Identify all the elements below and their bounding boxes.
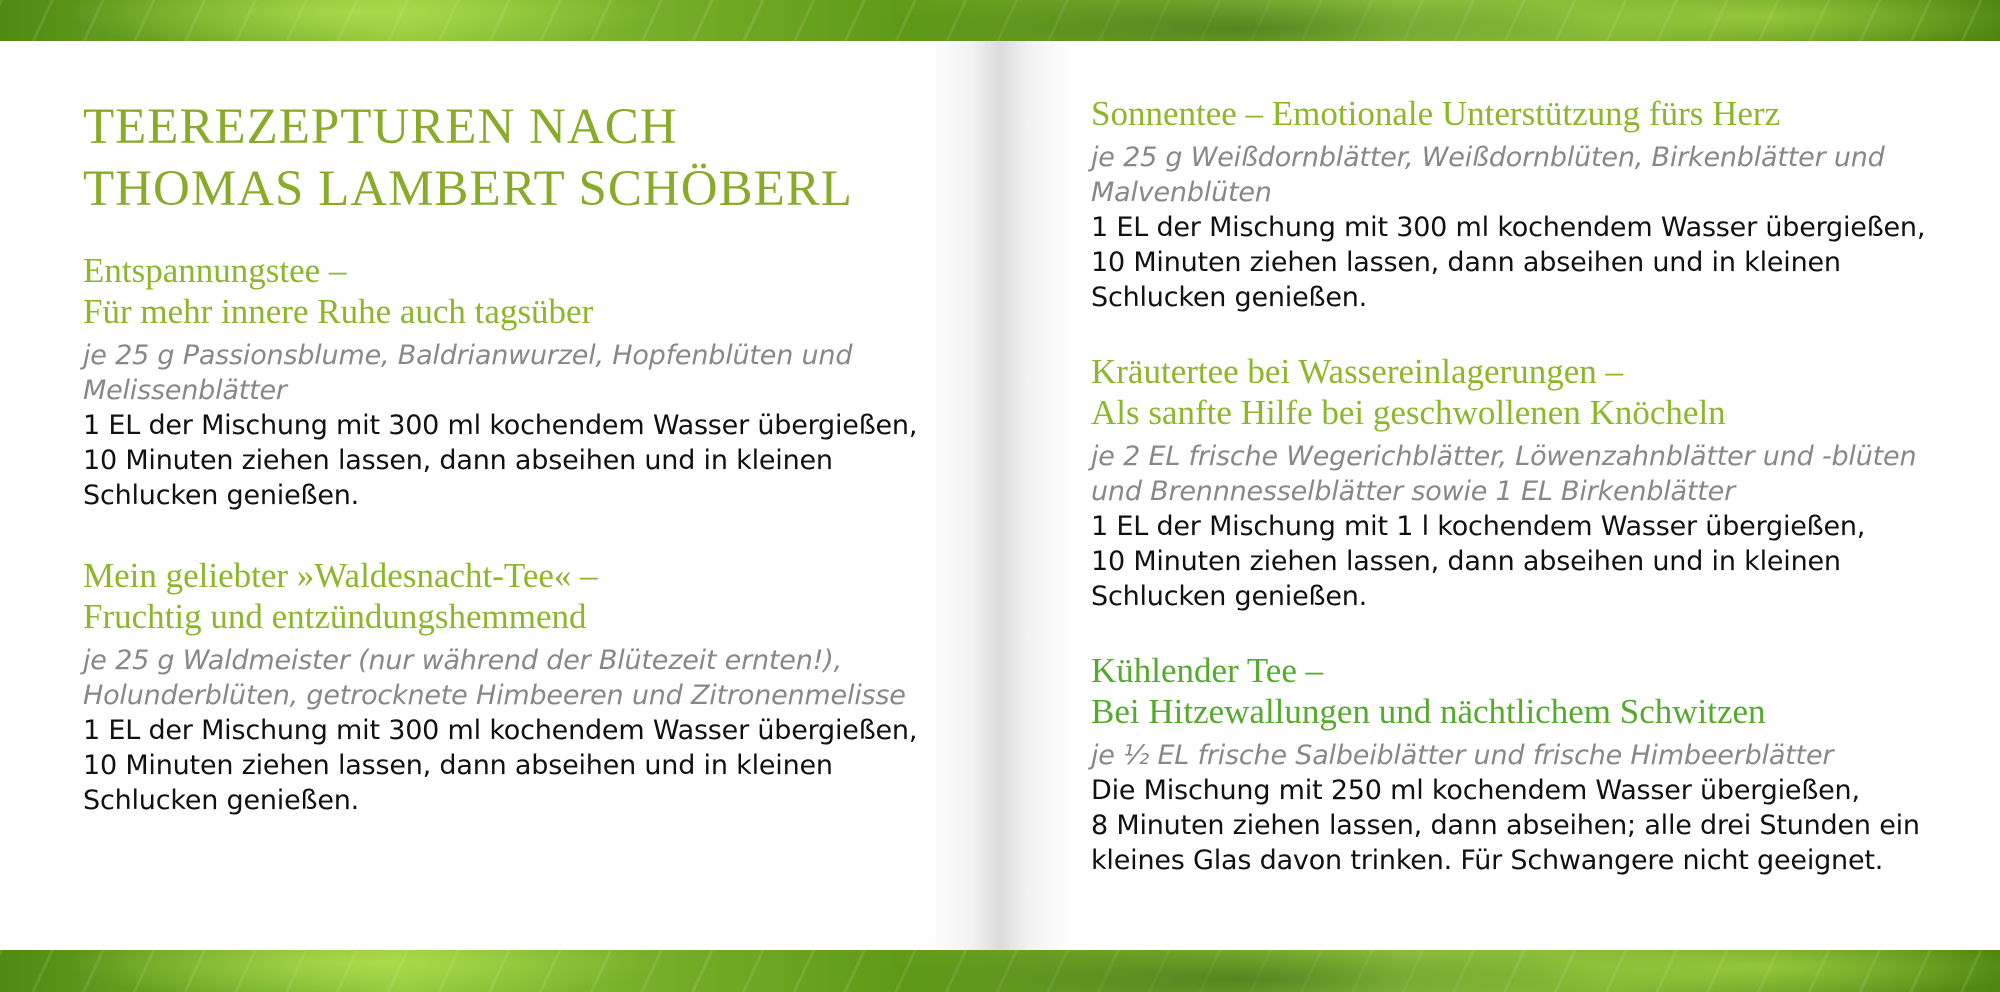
recipe-title: Entspannungstee – Für mehr innere Ruhe auch tagsüber <box>83 251 594 331</box>
recipe-ingredients: je ½ EL frische Salbeiblätter und frische Himbeerblätter <box>1091 740 1834 771</box>
recipe-kuehlender-tee <box>1091 650 1971 878</box>
recipe-ingredients: je 25 g Passionsblume, Baldrianwurzel, Hopfenblüten und Melissenblätter <box>83 340 853 406</box>
recipe-title: Sonnentee – Emotionale Unterstützung fürs Herz <box>1091 94 1781 133</box>
recipe-sonnentee <box>1091 93 1971 315</box>
recipe-title: Kräutertee bei Wassereinlagerungen – Als sanfte Hilfe bei geschwollenen Knöcheln <box>1091 352 1726 432</box>
left-page <box>83 41 923 818</box>
recipe-waldesnacht-tee <box>83 555 923 818</box>
right-page <box>1091 41 1971 878</box>
recipe-ingredients: je 25 g Waldmeister (nur während der Blütezeit ernten!), Holunderblüten, getrocknete Himbeeren und Zitronenmelisse <box>83 645 906 711</box>
recipe-instructions: 1 EL der Mischung mit 300 ml kochendem Wasser übergießen, 10 Minuten ziehen lassen, dann abseihen und in kleinen Schlucken genießen. <box>83 715 918 816</box>
recipe-ingredients: je 25 g Weißdornblätter, Weißdornblüten, Birkenblätter und Malvenblüten <box>1091 142 1885 208</box>
recipe-instructions: 1 EL der Mischung mit 300 ml kochendem Wasser übergießen, 10 Minuten ziehen lassen, dann abseihen und in kleinen Schlucken genießen. <box>83 410 918 511</box>
recipe-ingredients: je 2 EL frische Wegerichblätter, Löwenzahnblätter und -blüten und Brennnesselblätter sowie 1 EL Birkenblätter <box>1091 441 1917 507</box>
recipe-instructions: 1 EL der Mischung mit 1 l kochendem Wasser übergießen, 10 Minuten ziehen lassen, dann abseihen und in kleinen Schlucken genießen. <box>1091 511 1866 612</box>
recipe-instructions: Die Mischung mit 250 ml kochendem Wasser übergießen, 8 Minuten ziehen lassen, dann abseihen; alle drei Stunden ein kleines Glas davon trinken. Für Schwangere nicht geeignet. <box>1091 775 1920 876</box>
recipe-title: Kühlender Tee – Bei Hitzewallungen und nächtlichem Schwitzen <box>1091 651 1766 731</box>
leaf-photo-bottom <box>0 950 2000 992</box>
recipe-entspannungstee <box>83 250 923 513</box>
book-spread <box>0 41 2000 950</box>
recipe-instructions: 1 EL der Mischung mit 300 ml kochendem Wasser übergießen, 10 Minuten ziehen lassen, dann abseihen und in kleinen Schlucken genießen. <box>1091 212 1926 313</box>
leaf-photo-top <box>0 0 2000 41</box>
page-title: TEEREZEPTUREN NACH THOMAS LAMBERT SCHÖBERL <box>83 99 853 217</box>
book-gutter-shadow <box>930 41 1070 950</box>
recipe-title: Mein geliebter »Waldesnacht-Tee« – Fruchtig und entzündungshemmend <box>83 556 598 636</box>
recipe-kraeutertee <box>1091 351 1971 614</box>
